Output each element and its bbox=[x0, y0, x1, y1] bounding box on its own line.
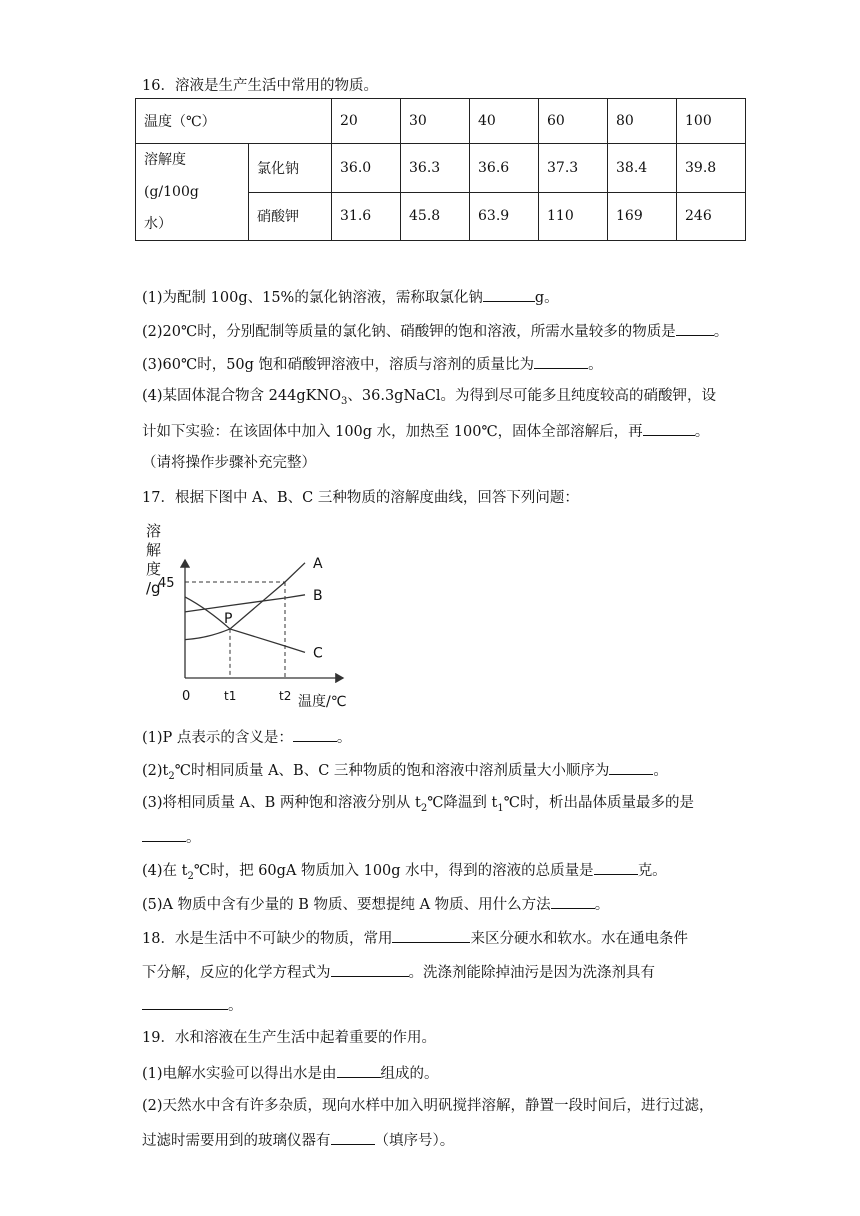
answer-blank[interactable] bbox=[676, 320, 714, 336]
solubility-value: 38.4 bbox=[608, 144, 677, 193]
q19-intro: 19．水和溶液在生产生活中起着重要的作用。 bbox=[142, 1030, 436, 1046]
temp-label: 温度（℃） bbox=[136, 99, 332, 144]
temp-cell: 80 bbox=[608, 99, 677, 144]
q17-part4: (4)在 $t_2℃$时，把 60gA 物质加入 100g 水中，得到的溶液的总质量是 克。 bbox=[142, 859, 667, 881]
answer-blank[interactable] bbox=[331, 961, 409, 977]
q16-part2: (2)20℃时，分别配制等质量的氯化钠、硝酸钾的饱和溶液，所需水量较多的物质是 。 bbox=[142, 320, 728, 342]
substance-name: 氯化钠 bbox=[249, 144, 332, 193]
answer-blank[interactable] bbox=[331, 1129, 375, 1145]
answer-blank[interactable] bbox=[337, 1062, 381, 1078]
solubility-value: 110 bbox=[539, 192, 608, 241]
origin-label: 0 bbox=[182, 689, 191, 704]
curve-c bbox=[185, 597, 305, 652]
x-tick-label: t2 bbox=[279, 689, 292, 703]
solubility-value: 37.3 bbox=[539, 144, 608, 193]
solubility-value: 36.6 bbox=[470, 144, 539, 193]
answer-blank[interactable] bbox=[142, 994, 228, 1010]
solubility-label-line2: 水） bbox=[144, 216, 172, 232]
substance-name: 硝酸钾 bbox=[249, 192, 332, 241]
answer-blank[interactable] bbox=[643, 420, 695, 436]
table-row bbox=[136, 99, 746, 144]
q17-part2: $(2)t_2℃$时相同质量 A、B、C 三种物质的饱和溶液中溶剂质量大小顺序为 。 bbox=[142, 759, 668, 781]
temp-cell: 40 bbox=[470, 99, 539, 144]
answer-blank[interactable] bbox=[551, 893, 595, 909]
answer-blank[interactable] bbox=[142, 826, 186, 842]
answer-blank[interactable] bbox=[293, 726, 337, 742]
q18-line2: 下分解，反应的化学方程式为 。洗涤剂能除掉油污是因为洗涤剂具有 bbox=[142, 961, 655, 983]
temp-cell: 30 bbox=[401, 99, 470, 144]
curve-a bbox=[185, 563, 305, 640]
solubility-label bbox=[136, 144, 249, 241]
solubility-curve-chart bbox=[140, 520, 360, 715]
table-row bbox=[136, 144, 746, 193]
q16-part3: (3)60℃时，50g 饱和硝酸钾溶液中，溶质与溶剂的质量比为 。 bbox=[142, 353, 603, 375]
q16-part1: (1)为配制 100g、15%的氯化钠溶液，需称取氯化钠 g。 bbox=[142, 286, 559, 308]
solubility-table bbox=[135, 98, 746, 241]
answer-blank[interactable] bbox=[594, 859, 638, 875]
temp-cell: 20 bbox=[332, 99, 401, 144]
solubility-value: 63.9 bbox=[470, 192, 539, 241]
x-tick-label: t1 bbox=[224, 689, 237, 703]
q16-part4-note: （请将操作步骤补充完整） bbox=[142, 455, 316, 471]
temp-cell: 60 bbox=[539, 99, 608, 144]
solubility-value: 45.8 bbox=[401, 192, 470, 241]
q16-intro: 16．溶液是生产生活中常用的物质。 bbox=[142, 78, 378, 94]
q19-part1: (1)电解水实验可以得出水是由 组成的。 bbox=[142, 1062, 439, 1084]
solubility-value: 39.8 bbox=[677, 144, 746, 193]
y-label-char: 溶 bbox=[146, 522, 162, 540]
q18-line1: 18．水是生活中不可缺少的物质，常用 来区分硬水和软水。水在通电条件 bbox=[142, 927, 688, 949]
solubility-value: 169 bbox=[608, 192, 677, 241]
y-label-char: 度 bbox=[146, 560, 162, 578]
curve-b bbox=[185, 595, 305, 612]
solubility-value: 246 bbox=[677, 192, 746, 241]
q16-part4-line1: (4)某固体混合物含 244gKNO$_3$、36.3gNaCl。为得到尽可能多且纯度较高的硝酸钾，设 bbox=[142, 388, 717, 407]
curve-label-c: C bbox=[313, 645, 323, 662]
solubility-value: 36.3 bbox=[401, 144, 470, 193]
q17-part3-cont: 。 bbox=[142, 826, 201, 848]
y-tick-label: 45 bbox=[158, 576, 175, 591]
solubility-label-line1: 溶解度(g/100g bbox=[144, 152, 199, 200]
q16-part4-line2: 计如下实验：在该固体中加入 100g 水，加热至 100℃，固体全部溶解后，再 。 bbox=[142, 420, 709, 442]
answer-blank[interactable] bbox=[609, 759, 653, 775]
solubility-value: 31.6 bbox=[332, 192, 401, 241]
answer-blank[interactable] bbox=[392, 927, 470, 943]
x-axis-label: 温度/℃ bbox=[298, 694, 347, 710]
y-label-char: /g bbox=[146, 579, 161, 597]
curve-label-a: A bbox=[313, 555, 323, 572]
answer-blank[interactable] bbox=[534, 353, 588, 369]
q19-part2-line2: 过滤时需要用到的玻璃仪器有 （填序号）。 bbox=[142, 1129, 454, 1151]
answer-blank[interactable] bbox=[483, 286, 535, 302]
q17-part3: (3)将相同质量 A、B 两种饱和溶液分别从 $t_2℃$降温到 $t_1℃$时，析出晶体质量最多的是 bbox=[142, 795, 694, 814]
tick-labels bbox=[158, 576, 291, 703]
y-label-char: 解 bbox=[146, 541, 162, 559]
solubility-value: 36.0 bbox=[332, 144, 401, 193]
q17-intro: 17．根据下图中 A、B、C 三种物质的溶解度曲线，回答下列问题： bbox=[142, 490, 579, 506]
temp-cell: 100 bbox=[677, 99, 746, 144]
point-p-label: P bbox=[224, 610, 233, 627]
curves bbox=[185, 556, 323, 662]
q17-part5: (5)A 物质中含有少量的 B 物质、要想提纯 A 物质、用什么方法 。 bbox=[142, 893, 609, 915]
q18-line3: 。 bbox=[142, 994, 243, 1016]
q17-part1: (1)P 点表示的含义是： 。 bbox=[142, 726, 351, 748]
q19-part2-line1: (2)天然水中含有许多杂质，现向水样中加入明矾搅拌溶解，静置一段时间后，进行过滤， bbox=[142, 1098, 714, 1114]
curve-label-b: B bbox=[313, 587, 323, 604]
